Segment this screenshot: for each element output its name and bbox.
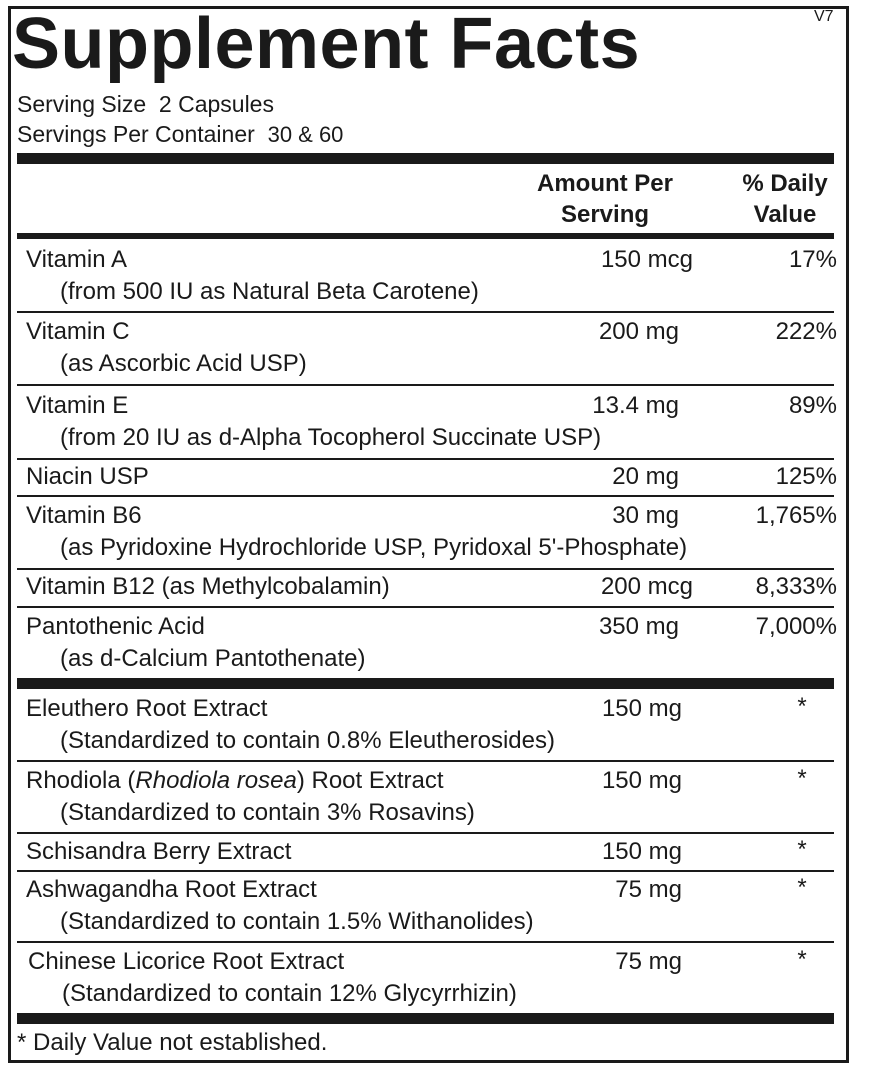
row-divider xyxy=(17,384,834,386)
nutrient-amount: 350 mg xyxy=(598,613,679,640)
header-bar xyxy=(17,233,834,239)
ingredient-daily-value: * xyxy=(797,765,807,792)
ingredient-standardization: (Standardized to contain 12% Glycyrrhizin) xyxy=(62,980,517,1007)
nutrient-name: Vitamin B12 (as Methylcobalamin) xyxy=(26,573,390,600)
version-label: V7 xyxy=(814,8,834,25)
nutrient-source: (as Ascorbic Acid USP) xyxy=(60,350,307,377)
nutrient-source: (as d-Calcium Pantothenate) xyxy=(60,645,366,672)
nutrient-amount: 20 mg xyxy=(612,463,679,490)
amount-per-serving-header xyxy=(508,168,702,230)
servings-per-container-label: Servings Per Container xyxy=(17,121,255,147)
nutrient-source: (from 500 IU as Natural Beta Carotene) xyxy=(60,278,479,305)
nutrient-amount: 13.4 mg xyxy=(592,392,679,419)
ingredient-name-post: ) Root Extract xyxy=(296,767,444,794)
nutrient-amount: 200 mg xyxy=(598,318,679,345)
section-thick-bar xyxy=(17,678,834,689)
ingredient-name xyxy=(26,766,444,796)
nutrient-source: (from 20 IU as d-Alpha Tocopherol Succinate USP) xyxy=(60,424,602,451)
row-divider xyxy=(17,941,834,943)
servings-per-container-line xyxy=(17,120,343,149)
ingredient-name: Ashwagandha Root Extract xyxy=(26,876,317,903)
daily-value-header xyxy=(724,168,846,230)
nutrient-daily-value: 8,333% xyxy=(755,573,837,600)
nutrient-name: Vitamin C xyxy=(26,318,130,345)
nutrient-name: Vitamin B6 xyxy=(26,502,142,529)
dv-header-line1: % Daily xyxy=(742,170,828,197)
ingredient-daily-value: * xyxy=(797,874,807,901)
serving-size-value: 2 Capsules xyxy=(158,91,274,117)
ingredient-latin-name: Rhodiola rosea xyxy=(135,767,297,794)
nutrient-daily-value: 222% xyxy=(775,318,837,345)
ingredient-daily-value: * xyxy=(797,836,807,863)
ingredient-daily-value: * xyxy=(797,693,807,720)
nutrient-amount: 30 mg xyxy=(612,502,679,529)
row-divider xyxy=(17,870,834,872)
nutrient-name: Vitamin E xyxy=(26,392,129,419)
ingredient-standardization: (Standardized to contain 3% Rosavins) xyxy=(60,799,475,826)
row-divider xyxy=(17,458,834,460)
nutrient-source: (as Pyridoxine Hydrochloride USP, Pyridoxal 5'-Phosphate) xyxy=(60,534,688,561)
ingredient-standardization: (Standardized to contain 1.5% Withanolides) xyxy=(60,908,534,935)
ingredient-amount: 150 mg xyxy=(601,838,682,865)
nutrient-daily-value: 1,765% xyxy=(755,502,837,529)
row-divider xyxy=(17,495,834,497)
nutrient-amount: 200 mcg xyxy=(600,573,693,600)
row-divider xyxy=(17,606,834,608)
servings-per-container-value: 30 & 60 xyxy=(267,122,344,147)
row-divider xyxy=(17,311,834,313)
amount-header-line1: Amount Per xyxy=(536,170,673,197)
ingredient-name-pre: Rhodiola ( xyxy=(26,767,136,794)
ingredient-name: Chinese Licorice Root Extract xyxy=(28,948,345,975)
serving-size-label: Serving Size xyxy=(17,91,147,117)
nutrient-daily-value: 7,000% xyxy=(755,613,837,640)
row-divider xyxy=(17,568,834,570)
top-thick-bar xyxy=(17,153,834,164)
serving-size-line xyxy=(17,90,274,118)
ingredient-name: Eleuthero Root Extract xyxy=(26,695,268,722)
nutrient-name: Pantothenic Acid xyxy=(26,613,205,640)
nutrient-daily-value: 125% xyxy=(775,463,837,490)
ingredient-standardization: (Standardized to contain 0.8% Eleutherosides) xyxy=(60,727,555,754)
nutrient-name: Vitamin A xyxy=(26,246,127,273)
amount-header-line2: Serving xyxy=(560,201,650,228)
nutrient-daily-value: 89% xyxy=(788,392,837,419)
row-divider xyxy=(17,832,834,834)
ingredient-amount: 75 mg xyxy=(615,948,682,975)
ingredient-amount: 75 mg xyxy=(615,876,682,903)
nutrient-daily-value: 17% xyxy=(788,246,837,273)
ingredient-name: Schisandra Berry Extract xyxy=(26,838,292,865)
panel-title: Supplement Facts xyxy=(12,4,641,84)
row-divider xyxy=(17,760,834,762)
ingredient-daily-value: * xyxy=(797,946,807,973)
dv-header-line2: Value xyxy=(753,201,817,228)
nutrient-amount: 150 mcg xyxy=(600,246,693,273)
ingredient-amount: 150 mg xyxy=(601,767,682,794)
nutrient-name: Niacin USP xyxy=(26,463,149,490)
ingredient-amount: 150 mg xyxy=(601,695,682,722)
footnote: * Daily Value not established. xyxy=(17,1029,328,1056)
bottom-thick-bar xyxy=(17,1013,834,1024)
